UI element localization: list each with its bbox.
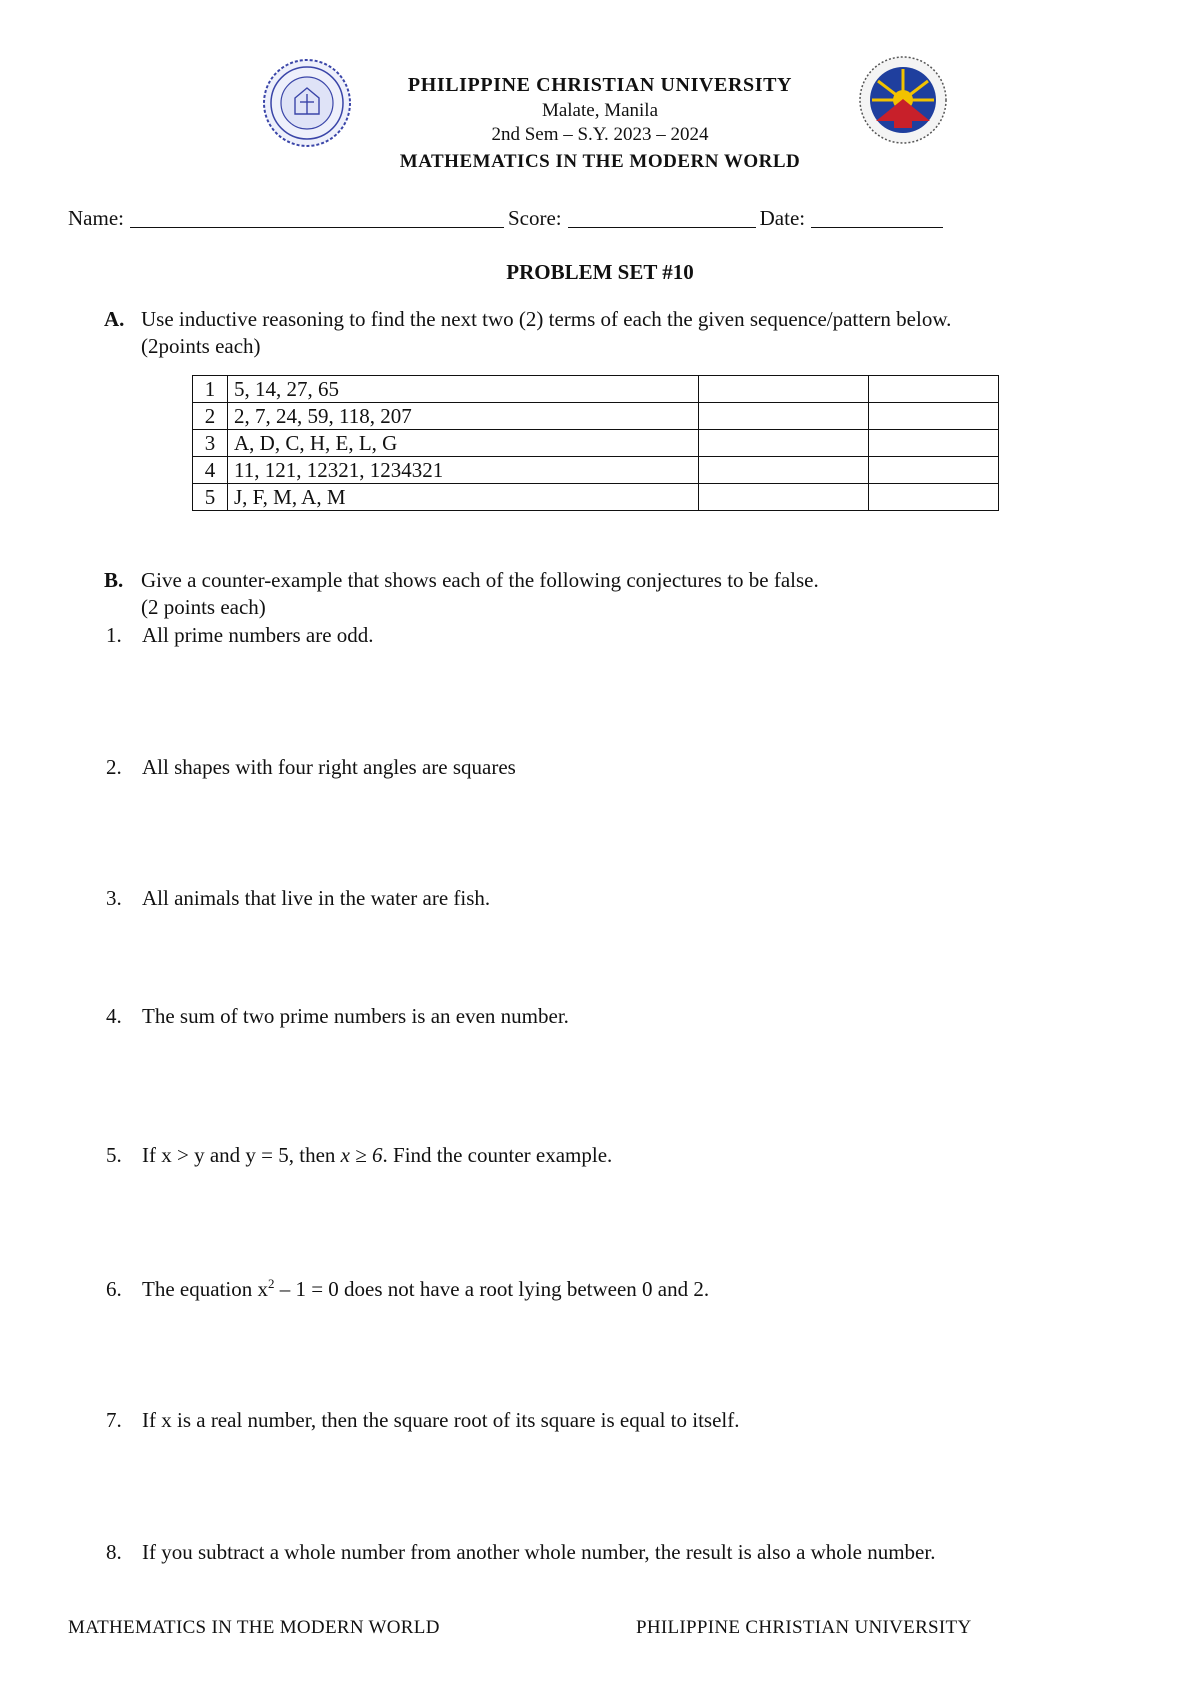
item-text-after: . Find the counter example. (382, 1143, 613, 1167)
row-number: 3 (193, 430, 228, 457)
list-item (106, 1408, 740, 1433)
answer-cell[interactable] (699, 484, 869, 511)
item-number: 4. (106, 1004, 122, 1028)
list-item (106, 1276, 709, 1302)
date-label: Date: (759, 206, 806, 230)
footer-right: PHILIPPINE CHRISTIAN UNIVERSITY (636, 1617, 972, 1638)
answer-cell[interactable] (869, 403, 999, 430)
item-text: All prime numbers are odd. (142, 623, 374, 647)
answer-cell[interactable] (699, 376, 869, 403)
item-number: 3. (106, 886, 122, 910)
name-label: Name: (68, 206, 124, 230)
item-text: The sum of two prime numbers is an even number. (142, 1004, 569, 1028)
table-row (193, 430, 999, 457)
answer-cell[interactable] (699, 403, 869, 430)
section-a-points: (2points each) (141, 334, 261, 358)
answer-cell[interactable] (699, 457, 869, 484)
table-row (193, 457, 999, 484)
sequence-cell: 5, 14, 27, 65 (228, 376, 699, 403)
sequence-cell: J, F, M, A, M (228, 484, 699, 511)
answer-cell[interactable] (869, 430, 999, 457)
section-b-letter: B. (104, 568, 124, 592)
list-item (106, 1004, 569, 1029)
row-number: 2 (193, 403, 228, 430)
item-text-after: – 1 = 0 does not have a root lying between 0 and 2. (274, 1277, 710, 1301)
university-name: PHILIPPINE CHRISTIAN UNIVERSITY (407, 74, 793, 96)
item-text-before: The equation x (142, 1277, 268, 1301)
sequence-cell: 11, 121, 12321, 1234321 (228, 457, 699, 484)
student-info-fields (68, 206, 947, 231)
row-number: 1 (193, 376, 228, 403)
item-text: If x is a real number, then the square root of its square is equal to itself. (142, 1408, 740, 1432)
table-row (193, 403, 999, 430)
answer-cell[interactable] (869, 376, 999, 403)
math-expression: x ≥ 6 (340, 1143, 383, 1167)
date-field[interactable] (811, 207, 943, 228)
item-number: 6. (106, 1277, 122, 1301)
table-row (193, 376, 999, 403)
answer-cell[interactable] (869, 484, 999, 511)
course-title: MATHEMATICS IN THE MODERN WORLD (399, 151, 801, 172)
superscript: 2 (267, 1276, 275, 1291)
university-location: Malate, Manila (541, 100, 659, 121)
score-field[interactable] (568, 207, 756, 228)
list-item (106, 886, 490, 911)
list-item (106, 755, 516, 780)
section-b-instruction: Give a counter-example that shows each of the following conjectures to be false. (141, 568, 819, 592)
item-number: 1. (106, 623, 122, 647)
item-text: All shapes with four right angles are squares (142, 755, 516, 779)
section-a-letter: A. (104, 307, 125, 331)
semester-line: 2nd Sem – S.Y. 2023 – 2024 (491, 124, 709, 145)
sequence-cell: A, D, C, H, E, L, G (228, 430, 699, 457)
sequence-cell: 2, 7, 24, 59, 118, 207 (228, 403, 699, 430)
list-item (106, 623, 374, 648)
answer-cell[interactable] (699, 430, 869, 457)
item-text: All animals that live in the water are fish. (142, 886, 491, 910)
section-b-points: (2 points each) (141, 595, 266, 619)
sequence-table (192, 375, 999, 511)
list-item (106, 1143, 612, 1168)
list-item (106, 1540, 935, 1565)
item-number: 5. (106, 1143, 122, 1167)
section-a-instruction: Use inductive reasoning to find the next two (2) terms of each the given sequence/pattern below. (141, 307, 952, 331)
item-number: 2. (106, 755, 122, 779)
footer-left: MATHEMATICS IN THE MODERN WORLD (68, 1617, 440, 1638)
name-field[interactable] (130, 207, 504, 228)
score-label: Score: (507, 206, 562, 230)
item-number: 8. (106, 1540, 122, 1564)
problem-set-title: PROBLEM SET #10 (506, 260, 694, 284)
answer-cell[interactable] (869, 457, 999, 484)
item-text: If you subtract a whole number from another whole number, the result is also a whole number. (142, 1540, 936, 1564)
row-number: 5 (193, 484, 228, 511)
item-text-before: If x > y and y = 5, then (142, 1143, 341, 1167)
table-row (193, 484, 999, 511)
row-number: 4 (193, 457, 228, 484)
item-number: 7. (106, 1408, 122, 1432)
